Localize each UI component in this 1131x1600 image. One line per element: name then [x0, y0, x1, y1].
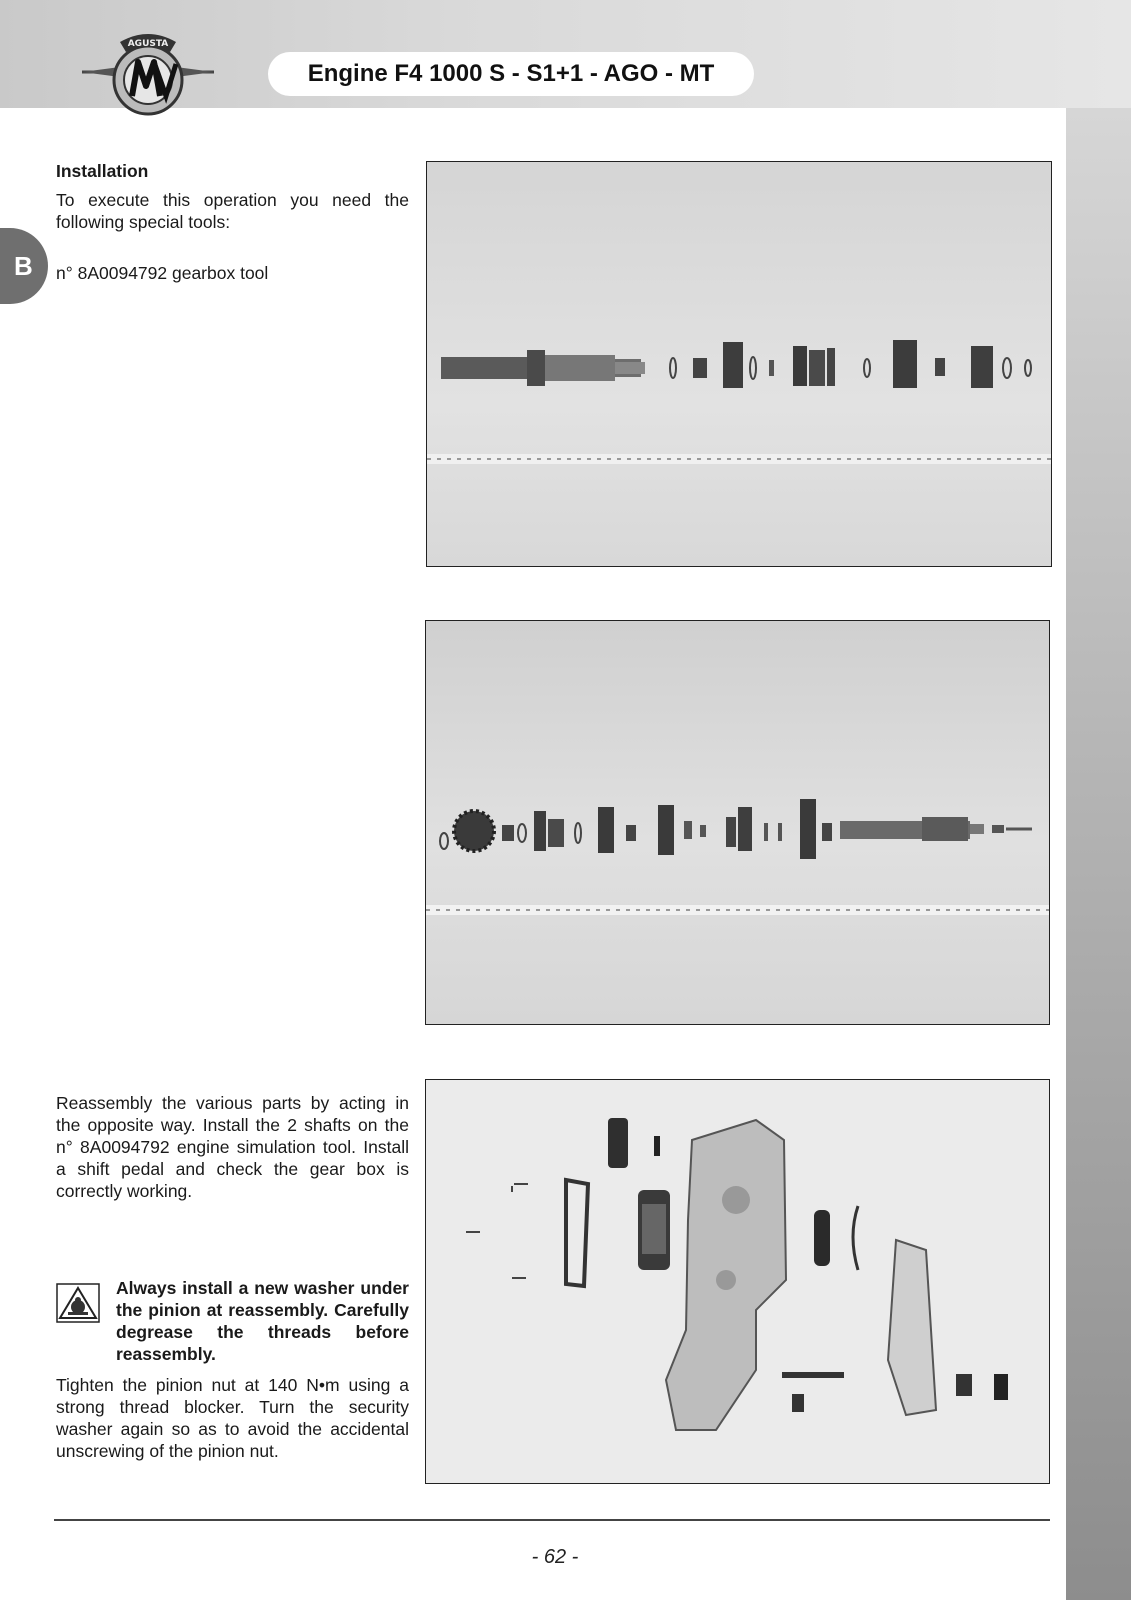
footer-rule	[54, 1519, 1050, 1521]
installation-intro: To execute this operation you need the following special tools:	[56, 190, 409, 232]
right-margin-band	[1066, 108, 1131, 1600]
photo-primary-shaft-exploded	[426, 161, 1052, 567]
page-number: - 62 -	[531, 1546, 579, 1568]
section-tab: B	[0, 228, 48, 304]
logo-wordmark: AGUSTA	[127, 39, 169, 49]
warning-text: Always install a new washer under the pinion at reassembly. Carefully degrease the threads before reassembly.	[116, 1278, 409, 1364]
reassembly-paragraph: Reassembly the various parts by acting in the opposite way. Install the 2 shafts on the n° 8A0094792 engine simulation tool. Install a shift pedal and check the gear box is correctly working.	[56, 1093, 409, 1201]
special-tool-line: n° 8A0094792 gearbox tool	[56, 263, 269, 283]
photo-secondary-shaft-exploded	[425, 620, 1050, 1025]
photo-gearbox-casing-exploded	[425, 1079, 1050, 1484]
warning-icon	[56, 1283, 100, 1323]
mv-agusta-logo	[80, 24, 216, 124]
page-title: Engine F4 1000 S - S1+1 - AGO - MT	[268, 52, 754, 96]
tighten-paragraph: Tighten the pinion nut at 140 N•m using a strong thread blocker. Turn the security washer again so as to avoid the accidental unscrewing of the pinion nut.	[56, 1375, 409, 1461]
installation-heading: Installation	[56, 161, 149, 181]
